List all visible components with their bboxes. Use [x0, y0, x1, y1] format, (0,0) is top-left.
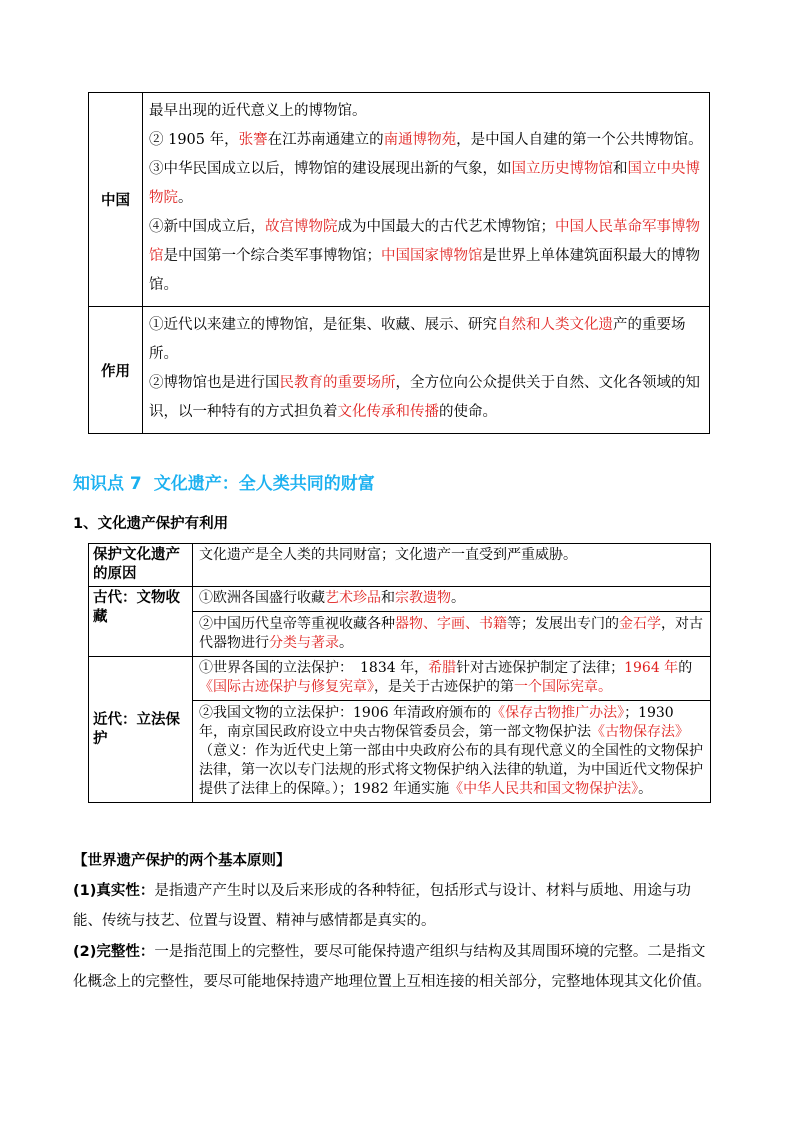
section-subheading: 1、文化遗产保护有利用	[73, 516, 229, 532]
ancient-item-2: ②中国历代皇帝等重视收藏各种器物、字画、书籍等；发展出专门的金石学，对古代器物进行分类与著录。	[193, 611, 710, 653]
row-label-modern: 近代：立法保护	[89, 657, 193, 803]
table-row	[89, 93, 710, 307]
ancient-item-1: ①欧洲各国盛行收藏艺术珍品和宗教遗物。	[199, 590, 465, 606]
function-line-2: ②博物馆也是进行国民教育的重要场所，全方位向公众提供关于自然、文化各领域的知识，以一种特有的方式担负着文化传承和传播的使命。	[149, 375, 700, 420]
function-line-1: ①近代以来建立的博物馆，是征集、收藏、展示、研究自然和人类文化遗产的重要场所。	[149, 317, 686, 362]
row-label-function: 作用	[89, 307, 143, 434]
heritage-table	[88, 543, 711, 803]
china-line-2: ② 1905 年，张謇在江苏南通建立的南通博物苑，是中国人自建的第一个公共博物馆。	[149, 132, 703, 148]
china-content	[143, 93, 710, 307]
row-label-reason: 保护文化遗产的原因	[89, 544, 193, 587]
row-label-china: 中国	[89, 93, 143, 307]
table-row	[89, 544, 711, 587]
principles-title: 【世界遗产保护的两个基本原则】	[73, 853, 291, 869]
table-row	[89, 307, 710, 434]
modern-content	[193, 657, 711, 803]
function-content	[143, 307, 710, 434]
reason-content: 文化遗产是全人类的共同财富；文化遗产一直受到严重威胁。	[193, 544, 711, 587]
china-line-3: ③中华民国成立以后，博物馆的建设展现出新的气象，如国立历史博物馆和国立中央博物院。	[149, 161, 700, 206]
museum-table	[88, 92, 710, 434]
china-line-4: ④新中国成立后，故宫博物院成为中国最大的古代艺术博物馆；中国人民革命军事博物馆是中国第一个综合类军事博物馆；中国国家博物馆是世界上单体建筑面积最大的博物馆。	[149, 219, 700, 293]
principle-integrity: (2)完整性：一是指范围上的完整性，要尽可能保持遗产组织与结构及其周围环境的完整。二是指文化概念上的完整性，要尽可能地保持遗产地理位置上互相连接的相关部分，完整地体现其文化价值。	[73, 944, 711, 990]
table-row	[89, 587, 711, 657]
knowledge-point-heading: 知识点 7 文化遗产：全人类共同的财富	[73, 474, 375, 494]
row-label-ancient: 古代：文物收藏	[89, 587, 193, 657]
modern-item-2: ②我国文物的立法保护：1906 年清政府颁布的《保存古物推广办法》；1930 年，南京国民政府设立中央古物保管委员会，第一部文物保护法《古物保存法》（意义：作为近代史上第一部由中央政府公布的具有现代意义的全国性的文物保护法律，第一次以专门法规的形式将文物保护纳入法律的轨道，为中国近代文物保护提供了法律上的保障。）；1982 年通实施《中华人民共和国文物保护法》。	[193, 700, 710, 799]
china-line-1: 最早出现的近代意义上的博物馆。	[149, 103, 367, 119]
modern-item-1: ①世界各国的立法保护： 1834 年，希腊针对古迹保护制定了法律；1964 年的《国际古迹保护与修复宪章》，是关于古迹保护的第一个国际宪章。	[199, 660, 693, 695]
table-row	[89, 657, 711, 803]
principle-authenticity: (1)真实性：是指遗产产生时以及后来形成的各种特征，包括形式与设计、材料与质地、用途与功能、传统与技艺、位置与设置、精神与感情都是真实的。	[73, 883, 691, 929]
ancient-content	[193, 587, 711, 657]
